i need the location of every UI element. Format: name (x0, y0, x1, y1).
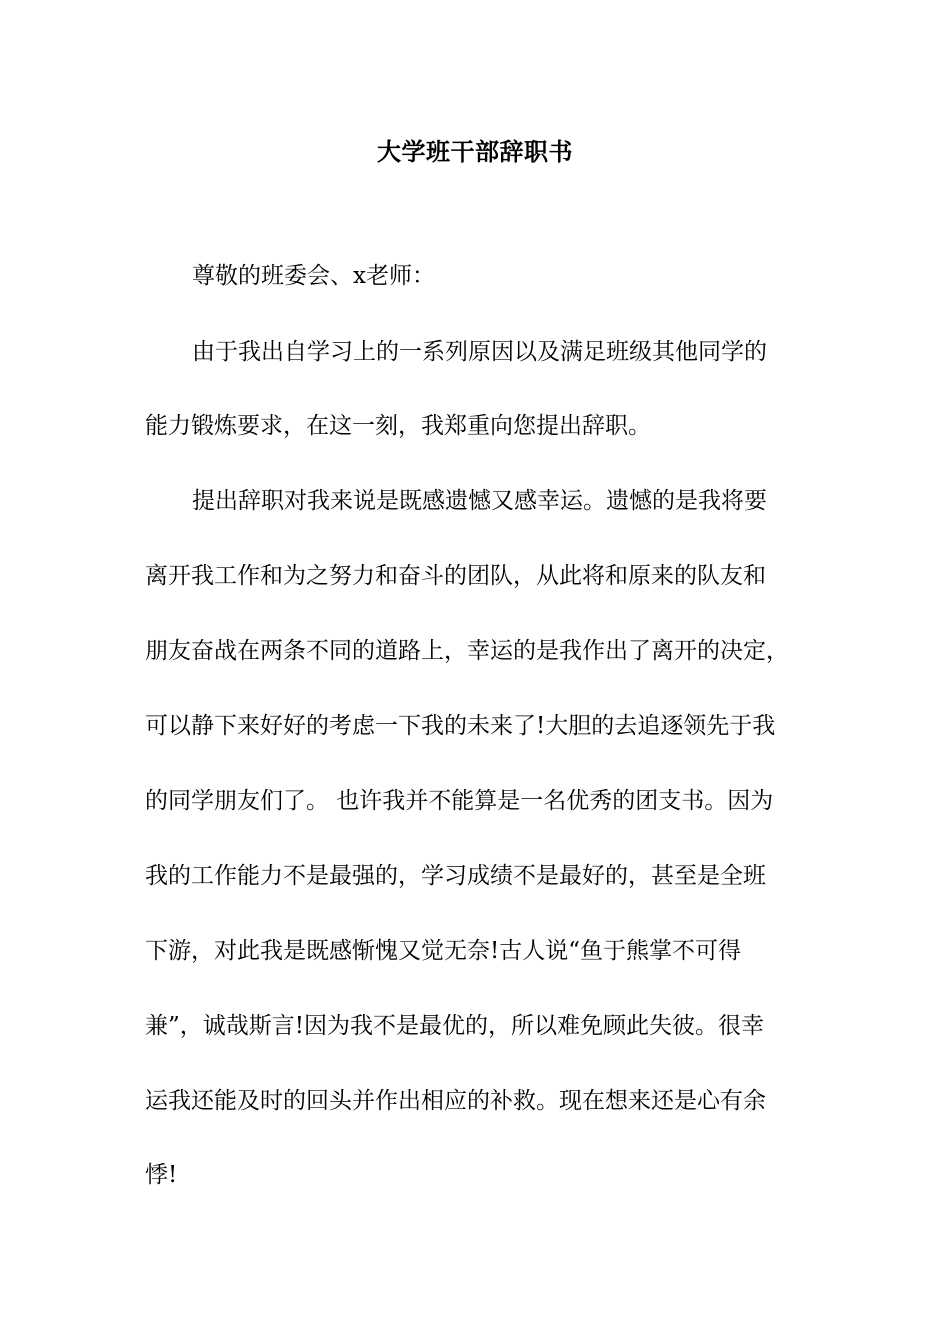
body-line-8: 我的工作能力不是最强的，学习成绩不是最好的，甚至是全班 (145, 863, 766, 889)
body-line-9: 下游，对此我是既感惭愧又觉无奈!古人说“鱼于熊掌不可得 (145, 938, 742, 964)
body-line-10: 兼”，诚哉斯言!因为我不是最优的，所以难免顾此失彼。很幸 (145, 1013, 765, 1039)
body-line-11: 运我还能及时的回头并作出相应的补救。现在想来还是心有余 (145, 1088, 766, 1114)
body-line-4: 离开我工作和为之努力和奋斗的团队，从此将和原来的队友和 (145, 563, 766, 589)
body-line-5: 朋友奋战在两条不同的道路上，幸运的是我作出了离开的决定， (145, 638, 789, 664)
document-title: 大学班干部辞职书 (377, 137, 573, 166)
body-line-1: 由于我出自学习上的一系列原因以及满足班级其他同学的 (192, 339, 767, 365)
body-line-12: 悸! (145, 1162, 178, 1188)
body-line-6: 可以静下来好好的考虑一下我的未来了!大胆的去追逐领先于我 (145, 713, 776, 739)
salutation-line: 尊敬的班委会、x老师： (192, 263, 435, 289)
body-line-7: 的同学朋友们了。 也许我并不能算是一名优秀的团支书。因为 (145, 788, 774, 814)
body-line-2: 能力锻炼要求，在这一刻，我郑重向您提出辞职。 (145, 413, 651, 439)
body-line-3: 提出辞职对我来说是既感遗憾又感幸运。遗憾的是我将要 (192, 488, 767, 514)
